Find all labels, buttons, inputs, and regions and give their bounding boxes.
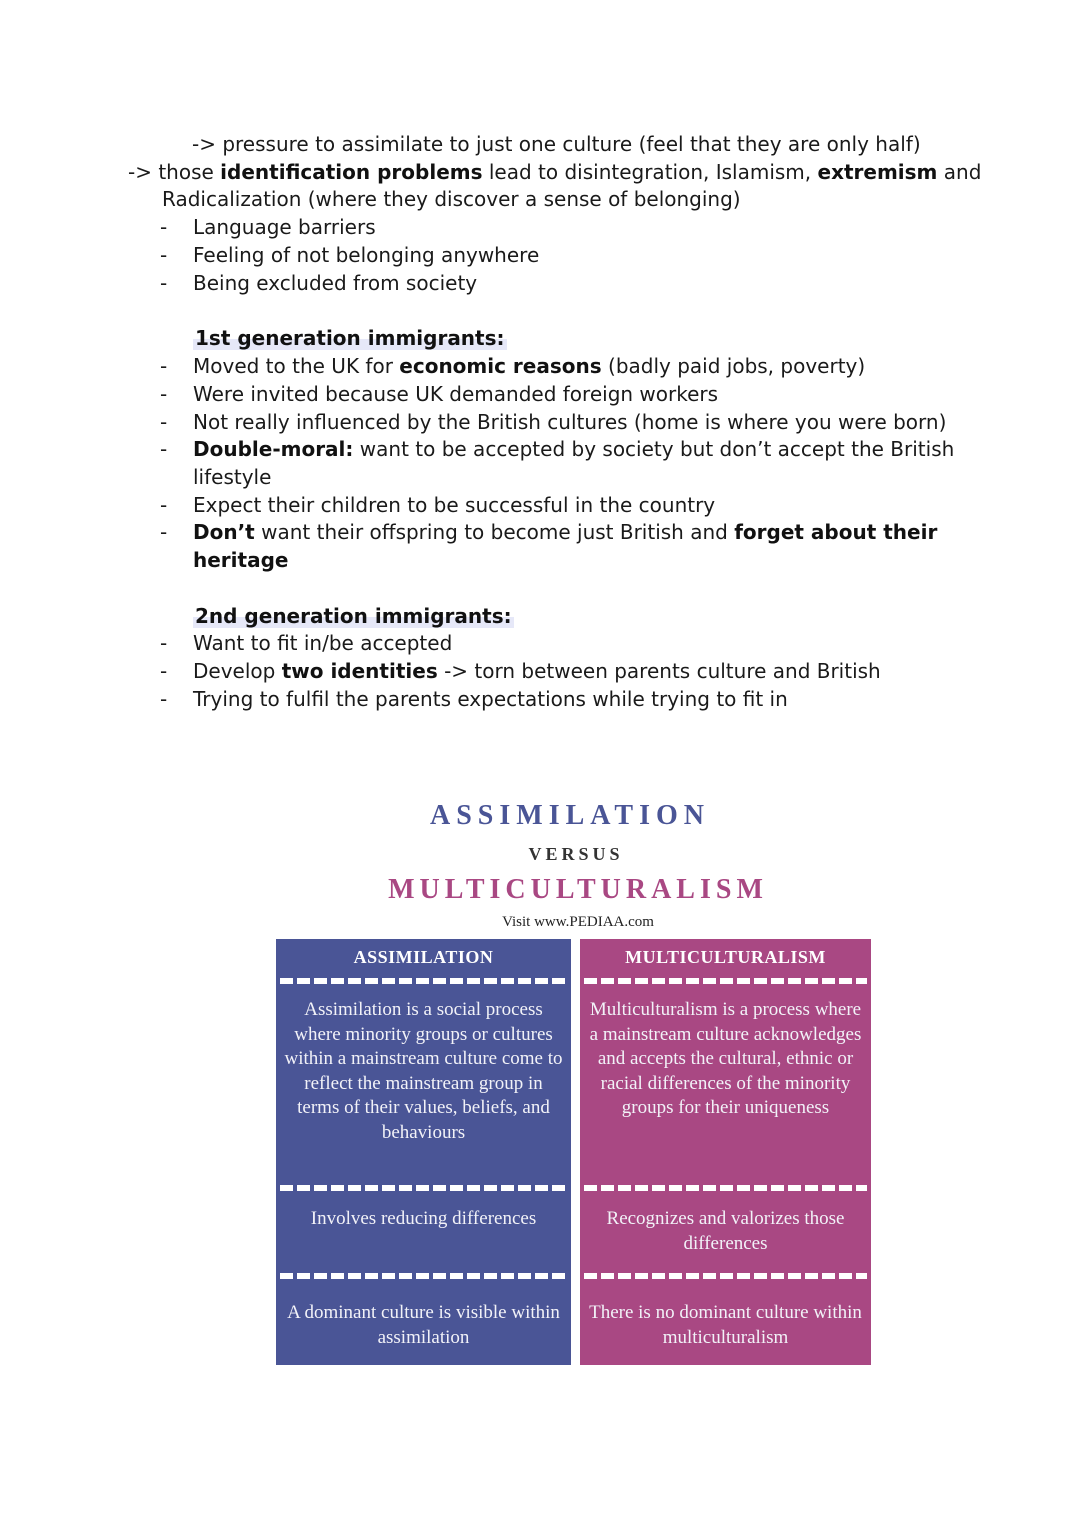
list-item: Double-moral: want to be accepted by society but don’t accept the British [193,437,955,461]
bullet-dash: - [160,215,168,239]
bullet-dash: - [160,687,168,711]
column-header: MULTICULTURALISM [625,947,826,967]
infographic-versus: VERSUS [528,844,624,864]
dominance-cell: A dominant culture is visible within assimilation [287,1302,560,1348]
dashed-divider [280,1185,567,1191]
bullet-dash: - [160,243,168,267]
list-item: Were invited because UK demanded foreign workers [193,382,719,406]
note-line-identification: -> those identification problems lead to disintegration, Islamism, extremism and [128,160,982,184]
bullet-dash: - [160,271,168,295]
definition-cell: Assimilation is a social process where minority groups or cultures within a mainstream culture come to reflect the mainstream group in terms of their values, beliefs, and behaviours [284,999,563,1143]
list-item: Expect their children to be successful in the country [193,493,716,517]
infographic-title: ASSIMILATION [430,800,710,831]
dashed-divider [584,978,867,984]
dashed-divider [280,978,567,984]
bullet-dash: - [160,520,168,544]
assimilation-column [276,939,571,1365]
bullet-dash: - [160,382,168,406]
definition-cell: Multiculturalism is a process where a mainstream culture acknowledges and accepts the cultural, ethnic or racial differences of the minority groups for their uniqueness [589,999,862,1118]
list-item: Don’t want their offspring to become just British and forget about their [193,520,938,544]
note-line-radicalization: Radicalization (where they discover a sense of belonging) [162,187,741,211]
bullet-dash: - [160,493,168,517]
difference-cell: Involves reducing differences [310,1208,537,1229]
section-heading: 1st generation immigrants: [195,326,505,350]
bullet-dash: - [160,437,168,461]
list-item: Language barriers [193,215,376,239]
infographic-subtitle: MULTICULTURALISM [388,874,768,905]
bullet-dash: - [160,659,168,683]
list-item-continued: heritage [193,548,289,572]
list-item: Trying to fulfil the parents expectations while trying to fit in [193,687,788,711]
dashed-divider [584,1185,867,1191]
bullet-dash: - [160,410,168,434]
multiculturalism-column [580,939,871,1365]
list-item-continued: lifestyle [193,465,272,489]
list-item: Being excluded from society [193,271,478,295]
list-item: Moved to the UK for economic reasons (badly paid jobs, poverty) [193,354,866,378]
list-item: Want to fit in/be accepted [193,631,453,655]
list-item: Feeling of not belonging anywhere [193,243,540,267]
list-item: Not really influenced by the British cultures (home is where you were born) [193,410,947,434]
source-credit: Visit www.PEDIAA.com [502,914,654,930]
dominance-cell: There is no dominant culture within multiculturalism [589,1302,862,1348]
column-header: ASSIMILATION [353,947,494,967]
list-item: Develop two identities -> torn between parents culture and British [193,659,881,683]
difference-cell: Recognizes and valorizes those differences [606,1208,845,1254]
dashed-divider [584,1273,867,1279]
note-line-pressure: -> pressure to assimilate to just one culture (feel that they are only half) [192,132,921,156]
dashed-divider [280,1273,567,1279]
section-heading: 2nd generation immigrants: [195,604,512,628]
bullet-dash: - [160,631,168,655]
bullet-dash: - [160,354,168,378]
